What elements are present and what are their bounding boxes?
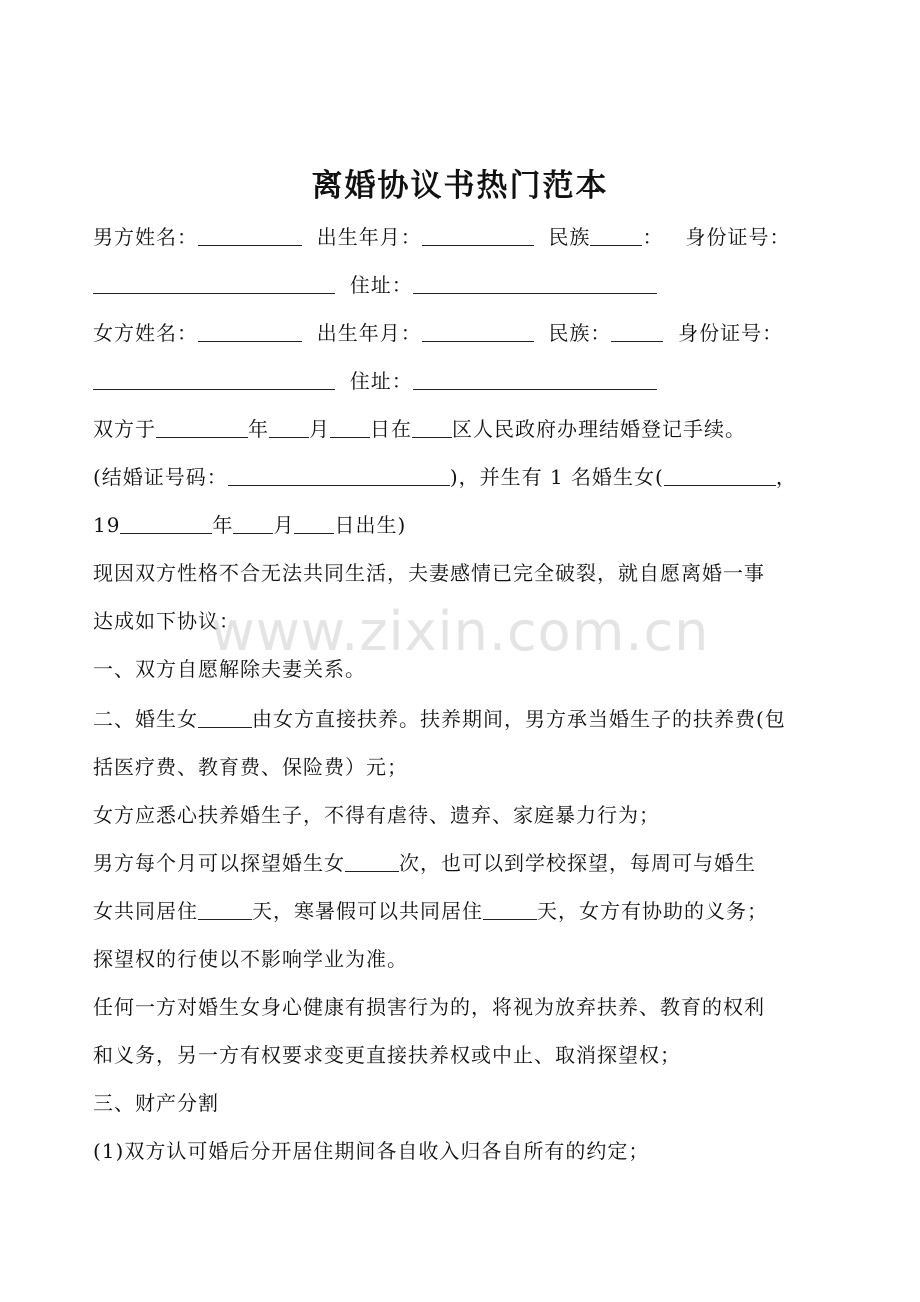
marriage-text-5: 区人民政府办理结婚登记手续。 [452,417,746,441]
marriage-text-2: 年 [248,417,269,441]
woman-ethnic-blank[interactable] [611,321,663,342]
visit-days-blank[interactable] [198,899,252,920]
visit-text-b: 次，也可以到学校探望，每周可与婚生 [399,851,756,875]
woman-name-blank[interactable] [198,321,302,342]
man-info-line [93,222,791,252]
man-address-blank[interactable] [413,273,657,294]
harm-line-2: 和义务，另一方有权要求变更直接扶养权或中止、取消探望权； [93,1043,681,1067]
marriage-year-blank[interactable] [156,417,248,438]
child-comma: ， [775,465,797,489]
marriage-district-blank[interactable] [412,417,452,438]
marriage-registration-line [93,414,746,444]
man-name-label: 男方姓名： [93,225,198,249]
woman-info-line [93,318,783,348]
visit-line-2 [93,896,768,926]
child-birth-month-blank[interactable] [233,513,273,534]
child-text: )，并生有 1 名婚生女( [449,465,664,489]
man-id-blank[interactable] [93,273,335,294]
woman-birth-label: 出生年月： [316,321,422,345]
woman-ethnic-label: 民族： [548,321,612,345]
man-ethnic-label: 民族 [548,225,591,249]
visit-text-a: 男方每个月可以探望婚生女 [93,851,345,875]
clause-3-item-1: (1)双方认可婚后分开居住期间各自收入归各自所有的约定； [93,1139,650,1163]
clause-2-text-b: 由女方直接扶养。扶养期间，男方承当婚生子的扶养费(包 [252,707,786,731]
man-birth-label: 出生年月： [316,225,422,249]
man-id-label: 身份证号： [685,225,791,249]
watermark: www.zixin.com.cn [210,600,710,663]
child-birth-year-blank[interactable] [120,513,212,534]
woman-address-line [93,366,657,396]
woman-id-label: 身份证号： [678,321,784,345]
marriage-month-blank[interactable] [269,417,309,438]
woman-name-label: 女方姓名： [93,321,198,345]
visit-times-blank[interactable] [345,851,399,872]
man-birth-blank[interactable] [422,225,534,246]
woman-address-label: 住址： [349,369,413,393]
child-birth-month-label: 月 [273,513,295,537]
care-clause: 女方应悉心扶养婚生子，不得有虐待、遗弃、家庭暴力行为； [93,803,660,827]
clause-1: 一、双方自愿解除夫妻关系。 [93,657,366,681]
certificate-label: (结婚证号码： [93,465,228,489]
marriage-day-blank[interactable] [330,417,370,438]
child-birth-year-label: 年 [212,513,234,537]
reason-line-2: 达成如下协议： [93,609,240,633]
marriage-text-4: 日在 [370,417,412,441]
clause-2-line-1 [93,704,786,734]
man-address-line [93,270,657,300]
man-ethnic-colon: ： [642,225,664,249]
clause-2-line-2: 括医疗费、教育费、保险费）元； [93,755,408,779]
visit-line-1 [93,848,756,878]
marriage-certificate-line [93,462,797,492]
child-birth-day-blank[interactable] [294,513,334,534]
document-title: 离婚协议书热门范本 [311,168,609,204]
woman-id-blank[interactable] [93,369,335,390]
man-ethnic-blank[interactable] [590,225,642,246]
clause-2-text-a: 二、婚生女 [93,707,198,731]
reason-line-1: 现因双方性格不合无法共同生活，夫妻感情已完全破裂，就自愿离婚一事 [93,561,765,585]
holiday-days-blank[interactable] [483,899,537,920]
child-birth-line [93,510,406,540]
child-name-blank-2[interactable] [198,707,252,728]
certificate-number-blank[interactable] [228,465,450,486]
man-name-blank[interactable] [198,225,302,246]
woman-birth-blank[interactable] [422,321,534,342]
child-name-blank[interactable] [664,465,776,486]
visit-text-e: 天，女方有协助的义务； [537,899,768,923]
marriage-text-3: 月 [309,417,330,441]
child-birth-day-label: 日出生) [334,513,407,537]
birth-year-prefix: 19 [93,513,121,537]
harm-line-1: 任何一方对婚生女身心健康有损害行为的，将视为放弃扶养、教育的权利 [93,995,765,1019]
man-address-label: 住址： [349,273,413,297]
woman-address-blank[interactable] [413,369,657,390]
visit-text-d: 天，寒暑假可以共同居住 [252,899,483,923]
clause-3-heading: 三、财产分割 [93,1091,219,1115]
visit-text-c: 女共同居住 [93,899,198,923]
marriage-text-1: 双方于 [93,417,156,441]
visit-line-3: 探望权的行使以不影响学业为准。 [93,947,408,971]
